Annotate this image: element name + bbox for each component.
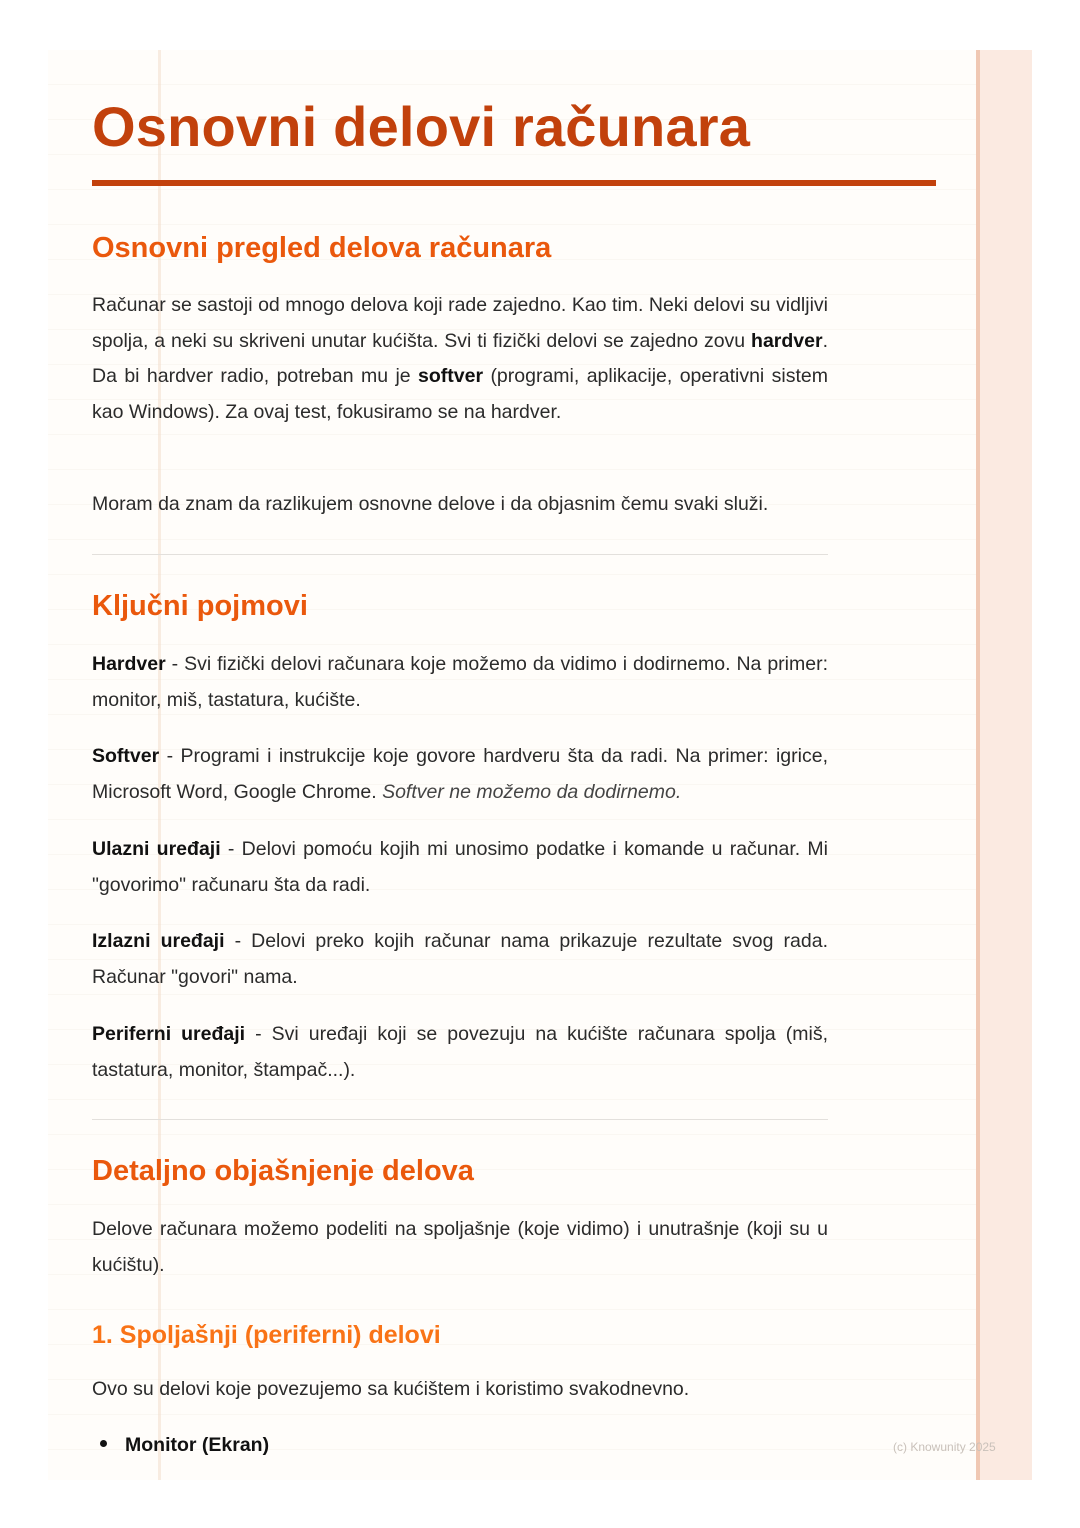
overview-text-1: Računar se sastoji od mnogo delova koji rade zajedno. Kao tim. Neki delovi su vidljivi spolja, a neki su skriveni unutar kućišta. Svi ti fizički delovi se zajedno zovu bbox=[92, 294, 828, 352]
overview-text-3: (programi, aplikacije, operativni sistem kao Windows). Za ovaj test, fokusiramo se na hardver. bbox=[92, 365, 828, 423]
term-label: Periferni uređaji bbox=[92, 1023, 246, 1045]
term-hardver bbox=[92, 647, 828, 718]
term-label: Ulazni uređaji bbox=[92, 838, 221, 860]
overview-term-softver: softver bbox=[418, 365, 484, 387]
term-label: Hardver bbox=[92, 653, 166, 675]
term-definition: - Delovi pomoću kojih mi unosimo podatke i komande u računar. Mi "govorimo" računaru šta da radi. bbox=[92, 838, 828, 896]
term-definition: - Svi uređaji koji se povezuju na kućište računara spolja (miš, tastatura, monitor, štampač...). bbox=[92, 1023, 829, 1081]
overview-paragraph-2: Moram da znam da razlikujem osnovne delove i da objasnim čemu svaki služi. bbox=[92, 493, 769, 515]
term-definition: - Delovi preko kojih računar nama prikazuje rezultate svog rada. Računar "govori" nama. bbox=[92, 930, 828, 988]
overview-text-2: . Da bi hardver radio, potreban mu je bbox=[92, 329, 828, 387]
section-divider bbox=[92, 1119, 828, 1120]
watermark: (c) Knowunity 2025 bbox=[893, 1440, 996, 1454]
bullet-item-monitor bbox=[100, 1434, 269, 1457]
section-divider bbox=[92, 554, 828, 555]
section-heading-details: Detaljno objašnjenje delova bbox=[92, 1155, 474, 1187]
side-strip-border bbox=[976, 50, 980, 1480]
term-ulazni bbox=[92, 832, 828, 903]
term-izlazni bbox=[92, 924, 828, 995]
term-note: Softver ne možemo da dodirnemo. bbox=[382, 780, 682, 803]
term-periferni bbox=[92, 1017, 828, 1088]
term-definition: - Programi i instrukcije koje govore hardveru šta da radi. Na primer: igrice, Microsoft Word, Google Chrome. bbox=[92, 745, 828, 803]
term-definition: - Svi fizički delovi računara koje možemo da vidimo i dodirnemo. Na primer: monitor, miš, tastatura, kućište. bbox=[92, 653, 828, 711]
term-softver bbox=[92, 739, 828, 810]
overview-paragraph bbox=[92, 288, 828, 430]
bullet-icon bbox=[100, 1440, 107, 1447]
page-title: Osnovni delovi računara bbox=[92, 95, 751, 158]
section-heading-key-terms: Ključni pojmovi bbox=[92, 590, 308, 622]
bullet-label: Monitor (Ekran) bbox=[125, 1434, 270, 1456]
subsection-heading-external: 1. Spoljašnji (periferni) delovi bbox=[92, 1321, 441, 1349]
external-intro: Ovo su delovi koje povezujemo sa kućištem i koristimo svakodnevno. bbox=[92, 1378, 690, 1400]
details-intro: Delove računara možemo podeliti na spoljašnje (koje vidimo) i unutrašnje (koji su u kućištu). bbox=[92, 1218, 828, 1276]
title-underline bbox=[92, 180, 936, 186]
document-page bbox=[48, 50, 1032, 1480]
term-label: Softver bbox=[92, 745, 160, 767]
section-heading-overview: Osnovni pregled delova računara bbox=[92, 232, 552, 264]
term-label: Izlazni uređaji bbox=[92, 930, 225, 952]
overview-term-hardver: hardver bbox=[751, 329, 823, 352]
side-strip bbox=[976, 50, 1032, 1480]
